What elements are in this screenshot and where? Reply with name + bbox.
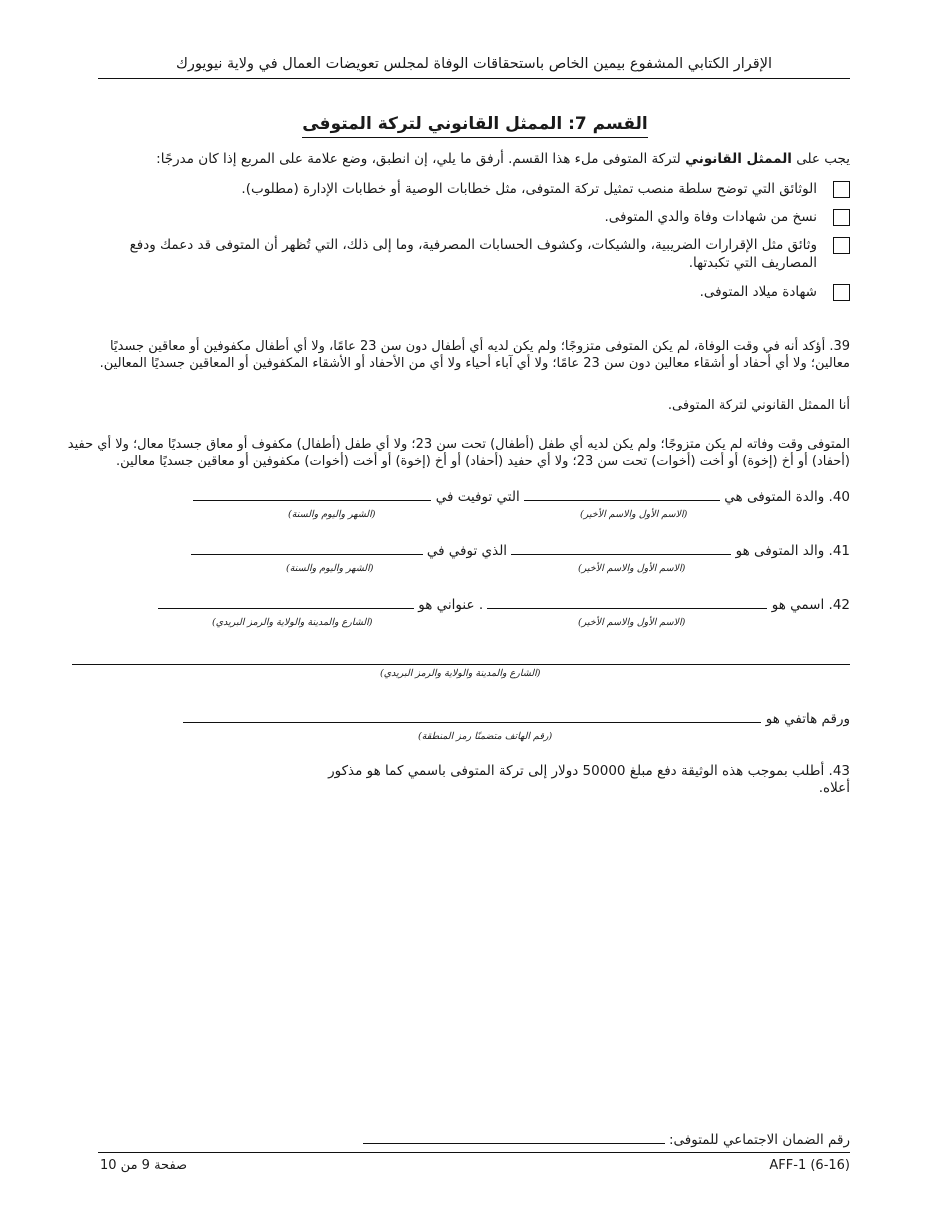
statement-legal-representative: أنا الممثل القانوني لتركة المتوفى.: [667, 398, 850, 413]
father-name-field[interactable]: [511, 541, 731, 555]
item-41-label: 41. والد المتوفى هو: [735, 543, 850, 559]
address-line-2-field[interactable]: [72, 664, 850, 665]
item-41-row: [191, 541, 850, 559]
checklist-item: [240, 283, 850, 301]
checklist-item: [240, 208, 850, 226]
page-number: صفحة 9 من 10: [100, 1158, 188, 1173]
intro-suffix: لتركة المتوفى ملء هذا القسم. أرفق ما يلي، إن انطبق، وضع علامة على المربع إذا كان مدرجًا:: [156, 151, 681, 167]
date-caption: (الشهر واليوم والسنة): [288, 509, 376, 520]
checklist-item: [84, 236, 850, 272]
my-address-field[interactable]: [158, 595, 414, 609]
phone-caption: (رقم الهاتف متضمنًا رمز المنطقة): [418, 731, 553, 742]
item-39-text: 39. أؤكد أنه في وقت الوفاة، لم يكن المتوفى متزوجًا؛ ولم يكن لديه أي أطفال دون سن 23 عامًا، ولا أي أطفال مكفوفين أو معاقين جسديًا معالين؛ ولا أي أحفاد أو أشقاء معالين دون سن 23 عامًا؛ ولا أي آباء أحياء ولا أي من الأحفاد أو الأشقاء المكفوفين أو المعاقين جسديًا المعالين.: [99, 339, 850, 371]
mother-death-date-field[interactable]: [193, 487, 431, 501]
mother-name-field[interactable]: [524, 487, 720, 501]
item-40-row: [193, 487, 850, 505]
section-title-text: القسم 7: الممثل القانوني لتركة المتوفى: [302, 114, 648, 138]
item-42-label: 42. اسمي هو: [771, 597, 850, 613]
checklist-label: نسخ من شهادات وفاة والدي المتوفى.: [604, 209, 817, 225]
footer-rule: [98, 1152, 850, 1153]
my-name-field[interactable]: [487, 595, 767, 609]
ssn-row: [363, 1130, 850, 1148]
name-caption: (الاسم الأول والاسم الأخير): [578, 617, 686, 628]
ssn-field[interactable]: [363, 1130, 665, 1144]
checklist-item: [240, 180, 850, 198]
checklist-label: الوثائق التي توضح سلطة منصب تمثيل تركة المتوفى، مثل خطابات الوصية أو خطابات الإدارة (مطلوب).: [241, 181, 817, 197]
item-40-label: 40. والدة المتوفى هي: [724, 489, 850, 505]
date-caption: (الشهر واليوم والسنة): [286, 563, 374, 574]
header-rule: [98, 78, 850, 79]
phone-label: ورقم هاتفي هو: [765, 711, 850, 727]
checkbox-parents-death-certificates[interactable]: [833, 209, 850, 226]
intro-prefix: يجب على: [796, 151, 850, 167]
item-43-text: 43. أطلب بموجب هذه الوثيقة دفع مبلغ 50000 دولار إلى تركة المتوفى باسمي كما هو مذكور أعلاه.: [328, 763, 850, 796]
item-42-mid-text: . عنواني هو: [418, 597, 484, 613]
phone-row: [183, 709, 850, 727]
address-caption: (الشارع والمدينة والولاية والرمز البريدي): [380, 668, 541, 679]
form-id: AFF-1 (6-16): [769, 1158, 850, 1173]
checkbox-support-documents[interactable]: [833, 237, 850, 254]
phone-number-field[interactable]: [183, 709, 761, 723]
intro-bold: الممثل القانوني: [685, 151, 792, 167]
checkbox-letters-of-administration[interactable]: [833, 181, 850, 198]
address-caption: (الشارع والمدينة والولاية والرمز البريدي): [212, 617, 373, 628]
name-caption: (الاسم الأول والاسم الأخير): [580, 509, 688, 520]
checkbox-birth-certificate[interactable]: [833, 284, 850, 301]
document-header-title: الإقرار الكتابي المشفوع بيمين الخاص باستحقاقات الوفاة لمجلس تعويضات العمال في ولاية نيويورك: [175, 56, 773, 72]
statement-decedent-status: المتوفى وقت وفاته لم يكن متزوجًا؛ ولم يكن لديه أي طفل (أطفال) تحت سن 23؛ ولا أي طفل (أطفال) مكفوف أو معاق جسديًا معال؛ ولا أي حفيد (أحفاد) أو أخ (إخوة) أو أخت (أخوات) تحت سن 23؛ ولا أي حفيد (أحفاد) أو أخ (إخوة) أو أخت (أخوات) مكفوفين أو معاقين جسديًا معالين.: [67, 437, 850, 469]
item-40-mid-text: التي توفيت في: [435, 489, 520, 505]
checklist-label: شهادة ميلاد المتوفى.: [699, 284, 817, 300]
section-title: [0, 114, 950, 134]
name-caption: (الاسم الأول والاسم الأخير): [578, 563, 686, 574]
ssn-label: رقم الضمان الاجتماعي للمتوفى:: [668, 1132, 850, 1148]
checklist-label: وثائق مثل الإقرارات الضريبية، والشيكات، وكشوف الحسابات المصرفية، وما إلى ذلك، التي تُظهر أن المتوفى قد دعمك ودفع المصاريف التي تكبدتها.: [129, 237, 817, 271]
section-intro: [156, 151, 850, 167]
item-42-row: [158, 595, 850, 613]
father-death-date-field[interactable]: [191, 541, 423, 555]
item-41-mid-text: الذي توفي في: [426, 543, 508, 559]
